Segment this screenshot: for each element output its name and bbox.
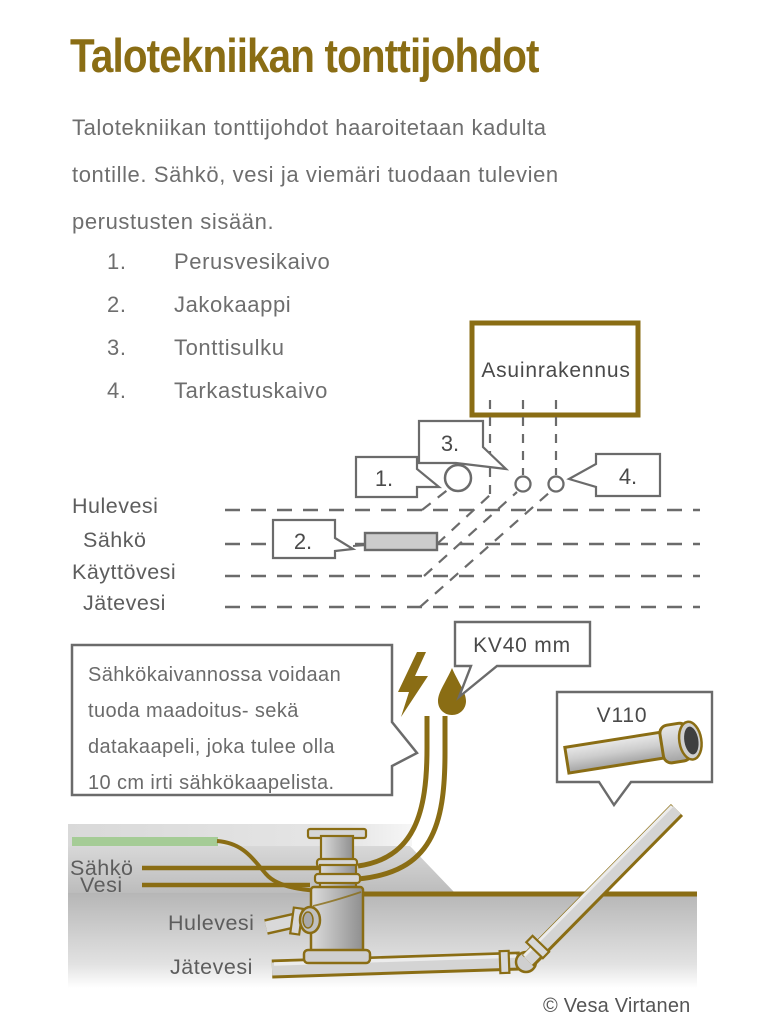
lightning-icon — [398, 652, 428, 717]
callout-3-label: 3. — [440, 431, 460, 456]
branch-hulevesi — [422, 488, 450, 510]
callout-1-label: 1. — [374, 466, 394, 491]
v110-label: V110 — [596, 704, 648, 727]
callout-3-box — [419, 421, 506, 469]
legend-item-label: Perusvesikaivo — [174, 249, 331, 274]
legend-item-number: 4. — [107, 378, 127, 403]
legend-item-number: 3. — [107, 335, 127, 360]
legend-item-number: 1. — [107, 249, 127, 274]
xs-label-hulevesi: Hulevesi — [168, 911, 255, 935]
callout-2-label: 2. — [293, 529, 313, 554]
branch-lines — [420, 488, 550, 607]
tonttisulku-circle — [516, 477, 531, 492]
callout-4-label: 4. — [618, 464, 638, 489]
intro-line-2: tontille. Sähkö, vesi ja viemäri tuodaan tulevien — [72, 162, 559, 187]
intro-line-1: Talotekniikan tonttijohdot haaroitetaan kadulta — [72, 115, 547, 140]
label-kayttovesi: Käyttövesi — [72, 560, 177, 584]
legend-item-label: Jakokaappi — [174, 292, 292, 317]
perusvesikaivo-circle — [445, 465, 471, 491]
xs-label-vesi: Vesi — [80, 873, 123, 897]
page-title: Talotekniikan tonttijohdot — [70, 29, 539, 82]
intro-line-3: perustusten sisään. — [72, 209, 275, 234]
copyright: © Vesa Virtanen — [543, 995, 691, 1017]
bubble-line-3: datakaapeli, joka tulee olla — [88, 736, 335, 758]
label-jatevesi: Jätevesi — [83, 591, 166, 615]
xs-label-jatevesi: Jätevesi — [170, 955, 253, 979]
callout-4-box — [569, 454, 660, 496]
xs-label-sahko: Sähkö — [70, 856, 134, 880]
label-hulevesi: Hulevesi — [72, 494, 159, 518]
jakokaappi-box — [365, 533, 437, 550]
kv40-label: KV40 mm — [473, 634, 571, 657]
branch-sahko — [437, 495, 490, 544]
bubble-line-1: Sähkökaivannossa voidaan — [88, 664, 342, 686]
legend-item-label: Tonttisulku — [174, 335, 285, 360]
callout-2-box — [273, 520, 353, 558]
speech-bubble — [72, 645, 417, 795]
legend-item-number: 2. — [107, 292, 127, 317]
bubble-line-4: 10 cm irti sähkökaapelista. — [88, 772, 335, 794]
grass-strip — [72, 837, 218, 847]
callout-boxes — [273, 421, 660, 558]
bubble-line-2: tuoda maadoitus- sekä — [88, 700, 299, 722]
label-sahko: Sähkö — [83, 528, 147, 552]
building-label: Asuinrakennus — [481, 359, 631, 382]
legend-item-label: Tarkastuskaivo — [174, 378, 328, 403]
pipe-coupling — [500, 951, 510, 973]
tarkastuskaivo-circle — [549, 477, 564, 492]
